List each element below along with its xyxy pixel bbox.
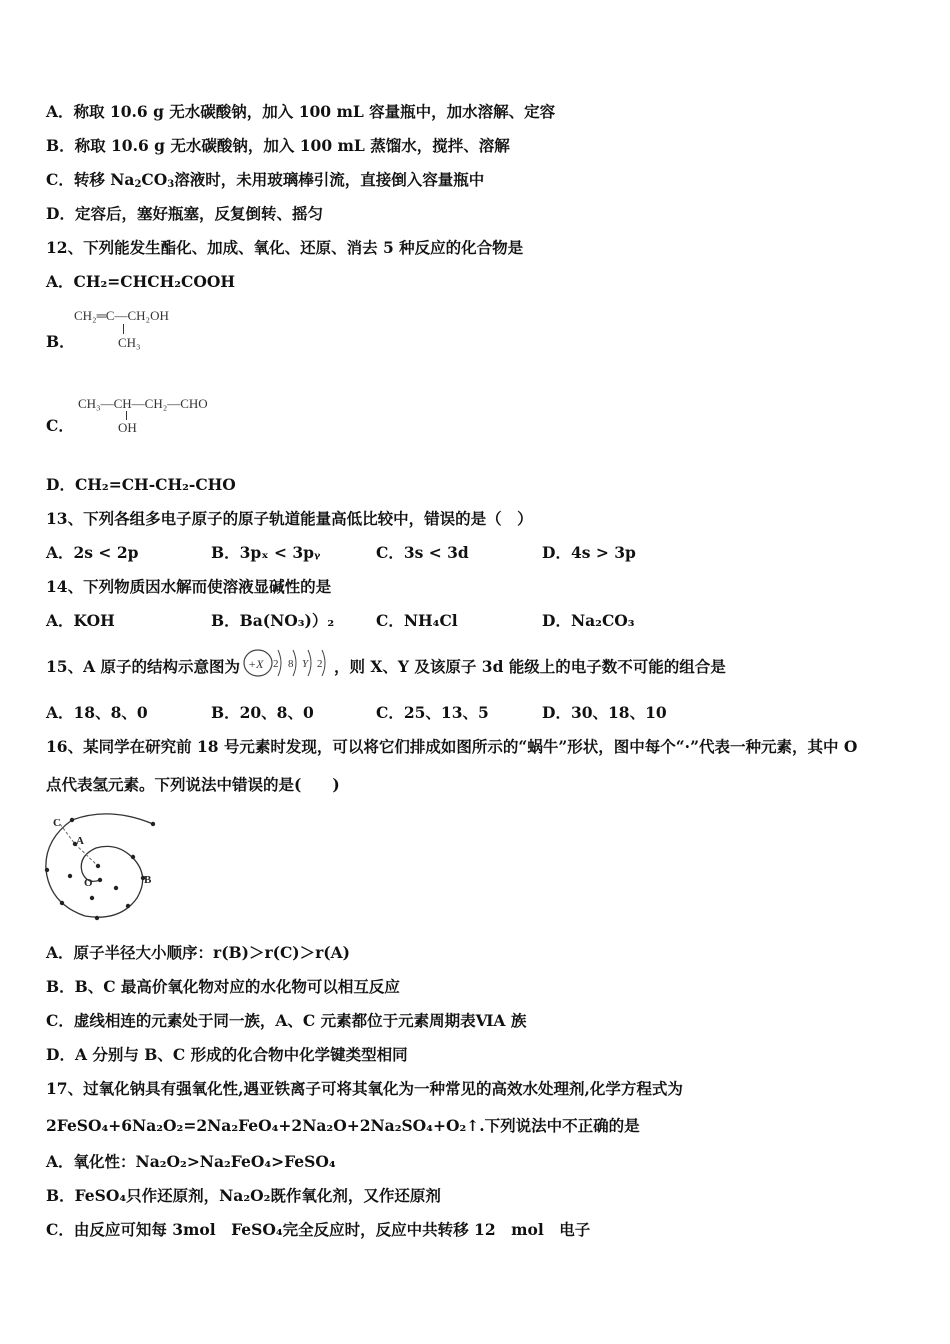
q11-c-mid: CO (141, 170, 168, 189)
q13-option-a: A．2s < 2p (46, 543, 139, 562)
q12-c-structure-branch: OH (118, 420, 137, 435)
q12-a-formula: CH₂=CHCH₂COOH (73, 272, 236, 291)
element-dot (68, 874, 72, 878)
q14-option-d: D．Na₂CO₃ (542, 611, 635, 630)
q12-stem: 12、下列能发生酯化、加成、氧化、还原、消去 5 种反应的化合物是 (46, 238, 524, 257)
q12-c-bond-line (126, 411, 127, 420)
q16-option-a: A．原子半径大小顺序：r(B)＞r(C)＞r(A) (46, 943, 350, 962)
q15-stem-pre: 15、A 原子的结构示意图为 (46, 657, 240, 676)
q11-c-pre: C．转移 Na (46, 170, 135, 189)
element-dot (114, 886, 118, 890)
q12-a-label: A． (46, 272, 74, 291)
q12-option-d (46, 475, 236, 495)
q12-option-c-label: C． (46, 416, 74, 435)
q11-c-post: 溶液时，未用玻璃棒引流，直接倒入容量瓶中 (174, 170, 485, 189)
element-dot (126, 904, 130, 908)
element-dot (131, 855, 135, 859)
shell-count-2: 8 (288, 658, 294, 670)
element-dot-c (70, 818, 74, 822)
shell-count-1: 2 (273, 658, 279, 670)
q16-stem-line2: 点代表氢元素。下列说法中错误的是( ) (46, 775, 340, 794)
q11-c-sub2: 3 (167, 179, 175, 190)
q15-stem-post: ，则 X、Y 及该原子 3d 能级上的电子数不可能的组合是 (334, 657, 726, 676)
q12-c-structure-main: CH₃—CH—CH₂—CHO (78, 396, 208, 411)
element-dot (151, 822, 155, 826)
q17-option-c: C．由反应可知每 3mol FeSO₄完全反应时，反应中共转移 12 mol 电子 (46, 1220, 591, 1239)
label-o: O (84, 877, 93, 889)
q16-stem-line1: 16、某同学在研究前 18 号元素时发现，可以将它们排成如图所示的“蜗牛”形状，图中每个“·”代表一种元素，其中 O (46, 737, 858, 756)
element-dot (96, 864, 100, 868)
shell-arc-3 (308, 650, 311, 676)
q12-option-b-label: B． (46, 332, 75, 351)
q11-option-d: D．定容后，塞好瓶塞，反复倒转、摇匀 (46, 204, 323, 223)
q16-option-d: D．A 分别与 B、C 形成的化合物中化学键类型相同 (46, 1045, 408, 1064)
label-b: B (144, 874, 152, 886)
shell-count-3: Y (302, 658, 309, 670)
q11-option-a: A．称取 10.6 g 无水碳酸钠，加入 100 mL 容量瓶中，加水溶解、定容 (46, 102, 556, 121)
element-dot-o (98, 878, 102, 882)
q11-option-c (46, 170, 484, 195)
q16-option-c: C．虚线相连的元素处于同一族，A、C 元素都位于元素周期表ⅥA 族 (46, 1011, 527, 1030)
group-dashed-line-2 (75, 844, 98, 866)
q17-option-b: B．FeSO₄只作还原剂，Na₂O₂既作氧化剂，又作还原剂 (46, 1186, 441, 1205)
q14-option-b: B．Ba(NO₃)）₂ (211, 611, 335, 630)
q14-stem: 14、下列物质因水解而使溶液显碱性的是 (46, 577, 332, 596)
group-dashed-line (60, 824, 75, 844)
q12-d-formula: CH₂=CH-CH₂-CHO (74, 475, 236, 494)
q13-option-b: B．3pₓ < 3pᵧ (211, 543, 321, 562)
q14-option-a: A．KOH (46, 611, 115, 630)
q13-option-c: C．3s < 3d (376, 543, 469, 562)
snail-periodic-diagram (40, 810, 165, 925)
nucleus-label: +X (248, 657, 264, 671)
element-dot (95, 916, 99, 920)
q15-option-b: B．20、8、0 (211, 703, 314, 722)
q12-option-a (46, 272, 235, 292)
q12-b-bond-line (123, 324, 124, 334)
q12-b-structure-main: CH₂═C—CH₂OH (74, 308, 169, 323)
q15-option-a: A．18、8、0 (46, 703, 148, 722)
q14-option-c: C．NH₄Cl (376, 611, 458, 630)
q11-c-sub1: 2 (134, 179, 142, 190)
label-a: A (76, 835, 84, 847)
q15-option-d: D．30、18、10 (542, 703, 667, 722)
q17-stem-line1: 17、过氧化钠具有强氧化性,遇亚铁离子可将其氧化为一种常见的高效水处理剂,化学方程式为 (46, 1079, 683, 1098)
q12-b-structure-branch: CH₃ (118, 335, 141, 350)
q17-option-a: A．氧化性：Na₂O₂>Na₂FeO₄>FeSO₄ (46, 1152, 336, 1171)
element-dot (45, 868, 49, 872)
q13-stem: 13、下列各组多电子原子的原子轨道能量高低比较中，错误的是（ ） (46, 509, 533, 528)
q11-option-b: B．称取 10.6 g 无水碳酸钠，加入 100 mL 蒸馏水，搅拌、溶解 (46, 136, 510, 155)
q15-option-c: C．25、13、5 (376, 703, 489, 722)
shell-count-4: 2 (317, 658, 323, 670)
q17-equation: 2FeSO₄+6Na₂O₂=2Na₂FeO₄+2Na₂O+2Na₂SO₄+O₂↑.下列说法中不正确的是 (46, 1116, 640, 1135)
q13-option-d: D．4s > 3p (542, 543, 636, 562)
q16-option-b: B．B、C 最高价氧化物对应的水化物可以相互反应 (46, 977, 400, 996)
atomic-structure-diagram (242, 644, 332, 684)
q12-d-label: D． (46, 475, 75, 494)
element-dot (90, 896, 94, 900)
element-dot (60, 901, 64, 905)
label-c: C (53, 817, 61, 829)
